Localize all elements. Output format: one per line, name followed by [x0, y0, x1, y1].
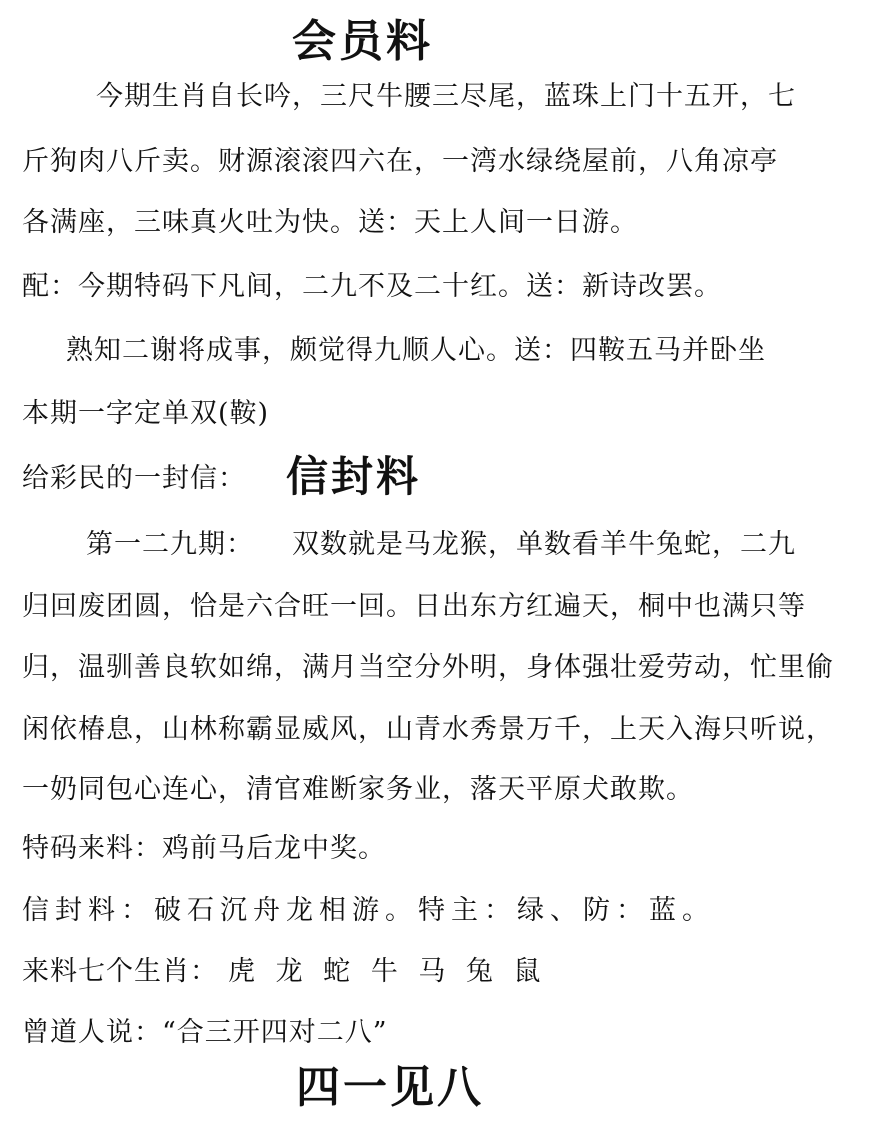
- daoist-line: 曾道人说：“合三开四对二八”: [22, 1017, 388, 1048]
- letter-line-5: 一奶同包心连心，清官难断家务业，落天平原犬敢欺。: [22, 774, 694, 805]
- pair-line: 配：今期特码下凡间，二九不及二十红。送：新诗改罢。: [22, 271, 722, 302]
- letter-heading: [22, 452, 874, 501]
- member-title: 会员料: [292, 16, 433, 67]
- seven-label: 来料七个生肖：: [22, 956, 218, 987]
- member-line-3: 各满座，三味真火吐为快。送：天上人间一日游。: [22, 207, 638, 238]
- letter-text-1: 双数就是马龙猴，单数看羊牛兔蛇，二九: [292, 529, 796, 560]
- letter-line-1: [86, 528, 874, 562]
- envelope-title: 信封料: [286, 452, 422, 501]
- single-double-line: 本期一字定单双(鞍): [22, 398, 270, 429]
- saying-line: 熟知二谢将成事，颇觉得九顺人心。送：四鞍五马并卧坐: [66, 335, 766, 366]
- letter-line-3: 归，温驯善良软如绵，满月当空分外明，身体强壮爱劳动，忙里偷: [22, 652, 834, 683]
- letter-line-4: 闲依椿息，山林称霸显威风，山青水秀景万千，上天入海只听说，: [22, 714, 834, 745]
- seven-list: 虎 龙 蛇 牛 马 兔 鼠: [228, 956, 547, 987]
- final-title: 四一见八: [296, 1062, 484, 1113]
- member-line-2: 斤狗肉八斤卖。财源滚滚四六在，一湾水绿绕屋前，八角凉亭: [22, 146, 778, 177]
- special-line: 特码来料：鸡前马后龙中奖。: [22, 833, 386, 864]
- letter-prefix: 给彩民的一封信：: [22, 463, 246, 494]
- issue-label: 第一二九期：: [86, 529, 254, 560]
- envelope-line: 信封料：破石沉舟龙相游。特主：绿、防：蓝。: [22, 895, 715, 926]
- letter-line-2: 归回废团圆，恰是六合旺一回。日出东方红遍天，桐中也满只等: [22, 591, 806, 622]
- member-line-1: 今期生肖自长吟，三尺牛腰三尽尾，蓝珠上门十五开，七: [96, 81, 796, 112]
- seven-zodiac-line: [22, 955, 874, 989]
